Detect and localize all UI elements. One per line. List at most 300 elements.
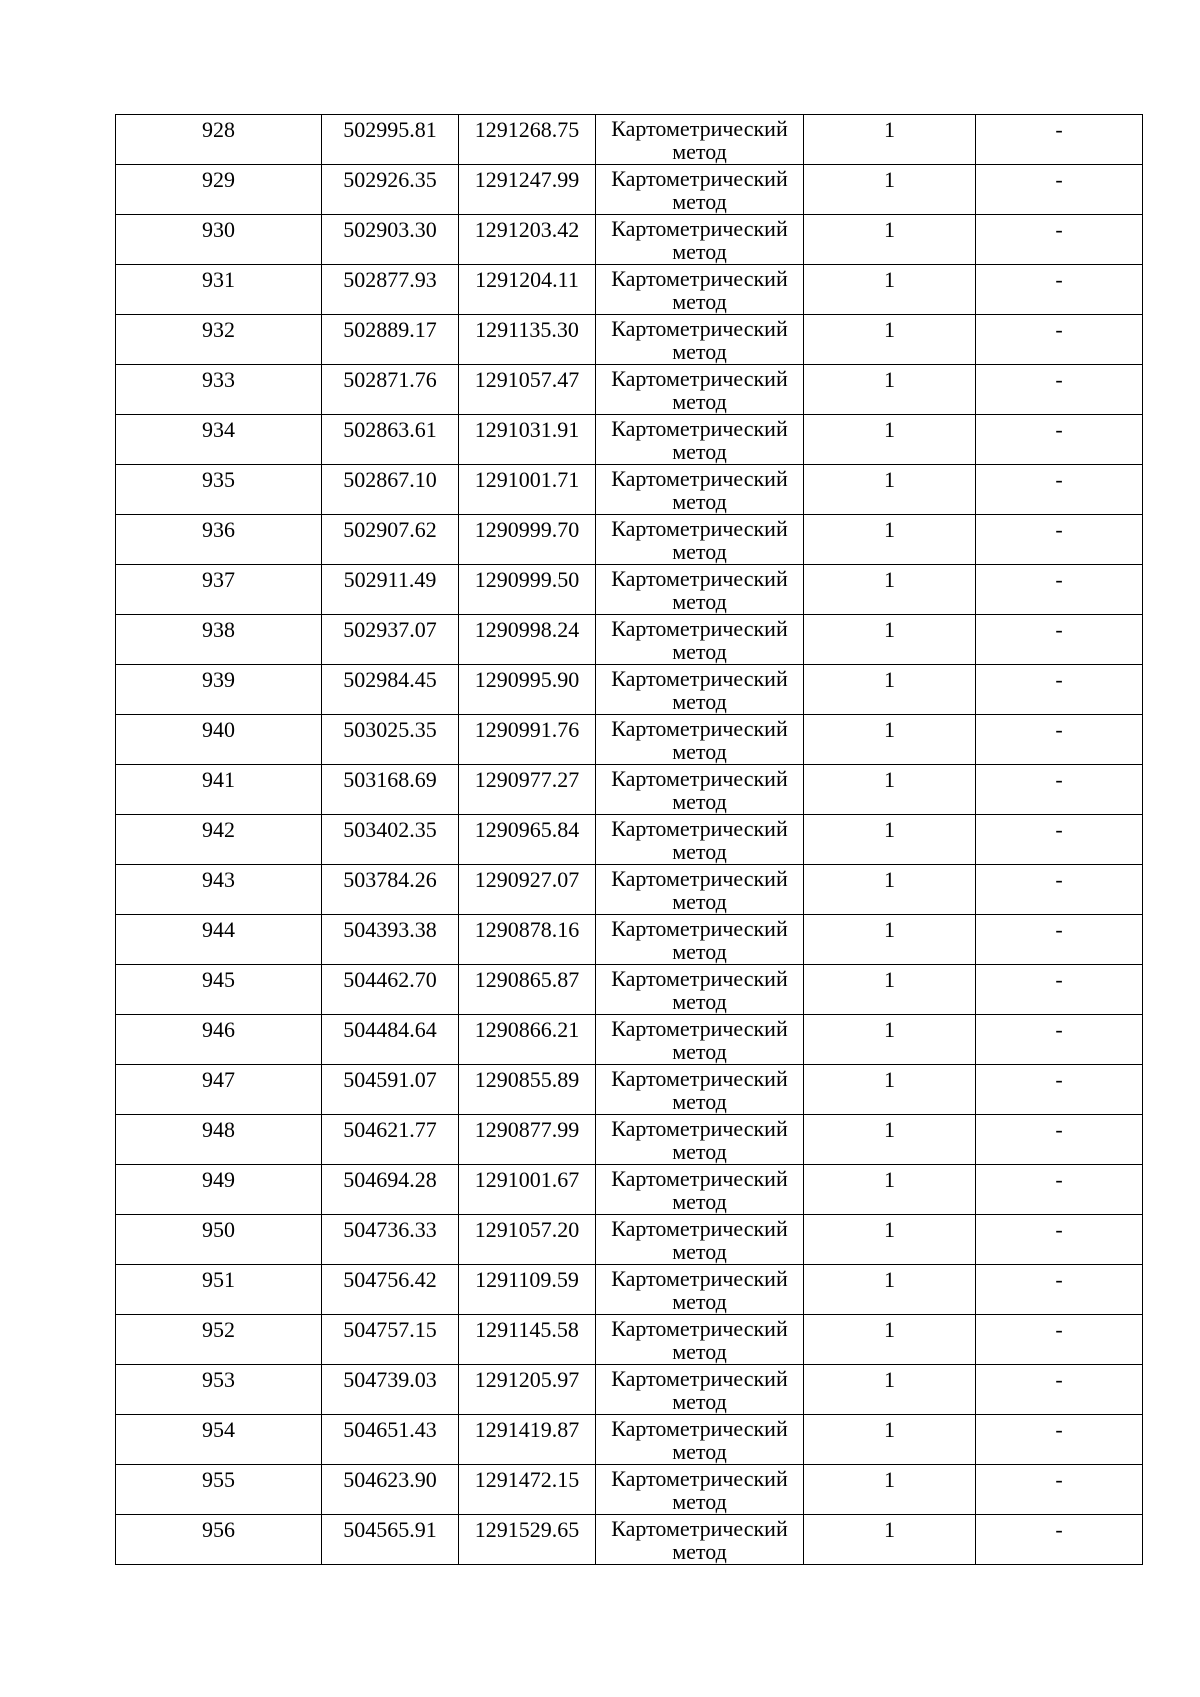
note-cell-text: - xyxy=(1055,1167,1063,1192)
x-coordinate-cell-text: 502995.81 xyxy=(343,117,437,142)
y-coordinate-cell-text: 1290866.21 xyxy=(474,1017,580,1042)
note-cell xyxy=(976,115,1143,165)
table-row xyxy=(116,465,1143,515)
y-coordinate-cell xyxy=(459,1215,596,1265)
accuracy-cell-text: 1 xyxy=(884,767,895,792)
y-coordinate-cell-text: 1290977.27 xyxy=(474,767,580,792)
note-cell xyxy=(976,1315,1143,1365)
method-cell xyxy=(596,965,804,1015)
note-cell xyxy=(976,965,1143,1015)
point-number-cell-text: 943 xyxy=(202,867,235,892)
accuracy-cell-text: 1 xyxy=(884,317,895,342)
method-cell xyxy=(596,365,804,415)
y-coordinate-cell xyxy=(459,715,596,765)
point-number-cell xyxy=(116,115,322,165)
table-row xyxy=(116,115,1143,165)
note-cell-text: - xyxy=(1055,1317,1063,1342)
point-number-cell-text: 949 xyxy=(202,1167,235,1192)
accuracy-cell-text: 1 xyxy=(884,1017,895,1042)
y-coordinate-cell xyxy=(459,565,596,615)
method-cell-text: Картометрический метод xyxy=(611,766,788,814)
x-coordinate-cell-text: 504565.91 xyxy=(343,1517,437,1542)
y-coordinate-cell-text: 1290878.16 xyxy=(474,917,580,942)
y-coordinate-cell xyxy=(459,1065,596,1115)
note-cell xyxy=(976,1015,1143,1065)
x-coordinate-cell-text: 504484.64 xyxy=(343,1017,437,1042)
note-cell-text: - xyxy=(1055,217,1063,242)
x-coordinate-cell-text: 504621.77 xyxy=(343,1117,437,1142)
method-cell xyxy=(596,1215,804,1265)
table-row xyxy=(116,765,1143,815)
table-row xyxy=(116,1165,1143,1215)
accuracy-cell xyxy=(804,365,976,415)
note-cell-text: - xyxy=(1055,867,1063,892)
y-coordinate-cell-text: 1290965.84 xyxy=(474,817,580,842)
y-coordinate-cell xyxy=(459,915,596,965)
accuracy-cell xyxy=(804,1215,976,1265)
accuracy-cell-text: 1 xyxy=(884,1067,895,1092)
note-cell-text: - xyxy=(1055,1417,1063,1442)
method-cell-text: Картометрический метод xyxy=(611,666,788,714)
accuracy-cell xyxy=(804,765,976,815)
method-cell-text: Картометрический метод xyxy=(611,1166,788,1214)
table-row xyxy=(116,1465,1143,1515)
accuracy-cell xyxy=(804,1165,976,1215)
point-number-cell xyxy=(116,865,322,915)
note-cell-text: - xyxy=(1055,167,1063,192)
x-coordinate-cell xyxy=(322,115,459,165)
point-number-cell xyxy=(116,465,322,515)
point-number-cell xyxy=(116,415,322,465)
accuracy-cell xyxy=(804,215,976,265)
point-number-cell-text: 934 xyxy=(202,417,235,442)
y-coordinate-cell xyxy=(459,1515,596,1565)
accuracy-cell xyxy=(804,815,976,865)
accuracy-cell-text: 1 xyxy=(884,867,895,892)
x-coordinate-cell-text: 504591.07 xyxy=(343,1067,437,1092)
y-coordinate-cell-text: 1291205.97 xyxy=(474,1367,580,1392)
point-number-cell-text: 948 xyxy=(202,1117,235,1142)
note-cell xyxy=(976,1415,1143,1465)
x-coordinate-cell-text: 503025.35 xyxy=(343,717,437,742)
note-cell xyxy=(976,865,1143,915)
y-coordinate-cell-text: 1290995.90 xyxy=(474,667,580,692)
y-coordinate-cell xyxy=(459,315,596,365)
point-number-cell xyxy=(116,565,322,615)
note-cell-text: - xyxy=(1055,767,1063,792)
method-cell-text: Картометрический метод xyxy=(611,616,788,664)
y-coordinate-cell xyxy=(459,1465,596,1515)
point-number-cell-text: 945 xyxy=(202,967,235,992)
y-coordinate-cell xyxy=(459,765,596,815)
y-coordinate-cell xyxy=(459,1115,596,1165)
x-coordinate-cell xyxy=(322,1365,459,1415)
note-cell-text: - xyxy=(1055,417,1063,442)
point-number-cell-text: 933 xyxy=(202,367,235,392)
point-number-cell-text: 935 xyxy=(202,467,235,492)
method-cell xyxy=(596,1515,804,1565)
x-coordinate-cell xyxy=(322,215,459,265)
x-coordinate-cell xyxy=(322,365,459,415)
note-cell xyxy=(976,1265,1143,1315)
accuracy-cell xyxy=(804,465,976,515)
y-coordinate-cell xyxy=(459,1015,596,1065)
x-coordinate-cell xyxy=(322,1115,459,1165)
accuracy-cell xyxy=(804,1415,976,1465)
x-coordinate-cell-text: 503402.35 xyxy=(343,817,437,842)
x-coordinate-cell xyxy=(322,615,459,665)
point-number-cell xyxy=(116,1365,322,1415)
y-coordinate-cell-text: 1291057.20 xyxy=(474,1217,580,1242)
point-number-cell-text: 954 xyxy=(202,1417,235,1442)
method-cell-text: Картометрический метод xyxy=(611,1416,788,1464)
method-cell xyxy=(596,1415,804,1465)
x-coordinate-cell-text: 504623.90 xyxy=(343,1467,437,1492)
coordinates-table xyxy=(115,114,1143,1565)
method-cell xyxy=(596,915,804,965)
method-cell xyxy=(596,315,804,365)
y-coordinate-cell xyxy=(459,615,596,665)
table-row xyxy=(116,865,1143,915)
x-coordinate-cell xyxy=(322,915,459,965)
method-cell-text: Картометрический метод xyxy=(611,366,788,414)
x-coordinate-cell xyxy=(322,265,459,315)
y-coordinate-cell-text: 1290999.70 xyxy=(474,517,580,542)
point-number-cell-text: 931 xyxy=(202,267,235,292)
note-cell-text: - xyxy=(1055,567,1063,592)
method-cell-text: Картометрический метод xyxy=(611,716,788,764)
point-number-cell-text: 937 xyxy=(202,567,235,592)
accuracy-cell xyxy=(804,165,976,215)
accuracy-cell xyxy=(804,865,976,915)
y-coordinate-cell-text: 1291109.59 xyxy=(475,1267,579,1292)
point-number-cell xyxy=(116,1015,322,1065)
point-number-cell-text: 950 xyxy=(202,1217,235,1242)
table-row xyxy=(116,1415,1143,1465)
method-cell xyxy=(596,1265,804,1315)
point-number-cell-text: 951 xyxy=(202,1267,235,1292)
y-coordinate-cell xyxy=(459,215,596,265)
point-number-cell-text: 930 xyxy=(202,217,235,242)
table-row xyxy=(116,665,1143,715)
y-coordinate-cell-text: 1291529.65 xyxy=(474,1517,580,1542)
accuracy-cell-text: 1 xyxy=(884,1517,895,1542)
accuracy-cell-text: 1 xyxy=(884,567,895,592)
x-coordinate-cell xyxy=(322,515,459,565)
point-number-cell xyxy=(116,515,322,565)
note-cell xyxy=(976,215,1143,265)
note-cell xyxy=(976,165,1143,215)
point-number-cell xyxy=(116,815,322,865)
y-coordinate-cell xyxy=(459,1365,596,1415)
note-cell-text: - xyxy=(1055,317,1063,342)
accuracy-cell xyxy=(804,715,976,765)
table-row xyxy=(116,165,1143,215)
x-coordinate-cell-text: 502863.61 xyxy=(343,417,437,442)
accuracy-cell xyxy=(804,315,976,365)
y-coordinate-cell-text: 1291204.11 xyxy=(475,267,579,292)
point-number-cell-text: 956 xyxy=(202,1517,235,1542)
point-number-cell xyxy=(116,1465,322,1515)
point-number-cell xyxy=(116,1265,322,1315)
y-coordinate-cell xyxy=(459,1165,596,1215)
accuracy-cell xyxy=(804,515,976,565)
table-row xyxy=(116,965,1143,1015)
y-coordinate-cell-text: 1291247.99 xyxy=(474,167,580,192)
y-coordinate-cell xyxy=(459,665,596,715)
accuracy-cell-text: 1 xyxy=(884,217,895,242)
y-coordinate-cell-text: 1291001.71 xyxy=(474,467,580,492)
point-number-cell xyxy=(116,915,322,965)
note-cell xyxy=(976,665,1143,715)
method-cell-text: Картометрический метод xyxy=(611,1466,788,1514)
x-coordinate-cell xyxy=(322,1215,459,1265)
x-coordinate-cell xyxy=(322,1415,459,1465)
note-cell-text: - xyxy=(1055,1067,1063,1092)
method-cell xyxy=(596,665,804,715)
accuracy-cell-text: 1 xyxy=(884,1367,895,1392)
y-coordinate-cell-text: 1290865.87 xyxy=(474,967,580,992)
accuracy-cell xyxy=(804,1015,976,1065)
y-coordinate-cell xyxy=(459,515,596,565)
table-row xyxy=(116,315,1143,365)
method-cell xyxy=(596,1365,804,1415)
accuracy-cell-text: 1 xyxy=(884,417,895,442)
y-coordinate-cell xyxy=(459,865,596,915)
method-cell xyxy=(596,1015,804,1065)
point-number-cell-text: 929 xyxy=(202,167,235,192)
accuracy-cell xyxy=(804,115,976,165)
table-row xyxy=(116,515,1143,565)
note-cell xyxy=(976,1365,1143,1415)
y-coordinate-cell xyxy=(459,165,596,215)
x-coordinate-cell-text: 502937.07 xyxy=(343,617,437,642)
table-row xyxy=(116,265,1143,315)
coordinates-table-body xyxy=(116,115,1143,1565)
y-coordinate-cell-text: 1291057.47 xyxy=(474,367,580,392)
y-coordinate-cell xyxy=(459,415,596,465)
x-coordinate-cell xyxy=(322,815,459,865)
y-coordinate-cell xyxy=(459,815,596,865)
method-cell-text: Картометрический метод xyxy=(611,1016,788,1064)
method-cell xyxy=(596,1315,804,1365)
method-cell xyxy=(596,515,804,565)
note-cell-text: - xyxy=(1055,1017,1063,1042)
point-number-cell-text: 955 xyxy=(202,1467,235,1492)
x-coordinate-cell xyxy=(322,715,459,765)
method-cell-text: Картометрический метод xyxy=(611,566,788,614)
y-coordinate-cell-text: 1290927.07 xyxy=(474,867,580,892)
y-coordinate-cell-text: 1291203.42 xyxy=(474,217,580,242)
note-cell-text: - xyxy=(1055,517,1063,542)
accuracy-cell-text: 1 xyxy=(884,117,895,142)
accuracy-cell xyxy=(804,1315,976,1365)
note-cell-text: - xyxy=(1055,267,1063,292)
x-coordinate-cell xyxy=(322,1065,459,1115)
accuracy-cell-text: 1 xyxy=(884,167,895,192)
y-coordinate-cell-text: 1290991.76 xyxy=(474,717,580,742)
point-number-cell-text: 928 xyxy=(202,117,235,142)
method-cell xyxy=(596,1465,804,1515)
note-cell xyxy=(976,1065,1143,1115)
table-row xyxy=(116,415,1143,465)
method-cell-text: Картометрический метод xyxy=(611,466,788,514)
accuracy-cell-text: 1 xyxy=(884,967,895,992)
method-cell xyxy=(596,1165,804,1215)
point-number-cell xyxy=(116,315,322,365)
y-coordinate-cell xyxy=(459,1265,596,1315)
note-cell-text: - xyxy=(1055,817,1063,842)
note-cell xyxy=(976,415,1143,465)
accuracy-cell xyxy=(804,1265,976,1315)
method-cell-text: Картометрический метод xyxy=(611,1516,788,1564)
accuracy-cell-text: 1 xyxy=(884,1467,895,1492)
method-cell-text: Картометрический метод xyxy=(611,266,788,314)
note-cell xyxy=(976,815,1143,865)
table-row xyxy=(116,1365,1143,1415)
x-coordinate-cell xyxy=(322,765,459,815)
note-cell xyxy=(976,715,1143,765)
x-coordinate-cell-text: 502907.62 xyxy=(343,517,437,542)
y-coordinate-cell-text: 1291031.91 xyxy=(474,417,580,442)
x-coordinate-cell-text: 504739.03 xyxy=(343,1367,437,1392)
x-coordinate-cell-text: 502871.76 xyxy=(343,367,437,392)
method-cell-text: Картометрический метод xyxy=(611,116,788,164)
method-cell xyxy=(596,865,804,915)
accuracy-cell-text: 1 xyxy=(884,817,895,842)
method-cell xyxy=(596,215,804,265)
x-coordinate-cell-text: 504651.43 xyxy=(343,1417,437,1442)
accuracy-cell xyxy=(804,915,976,965)
point-number-cell xyxy=(116,715,322,765)
x-coordinate-cell-text: 504736.33 xyxy=(343,1217,437,1242)
x-coordinate-cell xyxy=(322,1015,459,1065)
x-coordinate-cell-text: 504393.38 xyxy=(343,917,437,942)
point-number-cell xyxy=(116,215,322,265)
note-cell xyxy=(976,365,1143,415)
note-cell-text: - xyxy=(1055,117,1063,142)
note-cell-text: - xyxy=(1055,1517,1063,1542)
table-row xyxy=(116,915,1143,965)
x-coordinate-cell xyxy=(322,1465,459,1515)
point-number-cell-text: 942 xyxy=(202,817,235,842)
y-coordinate-cell xyxy=(459,1415,596,1465)
note-cell-text: - xyxy=(1055,917,1063,942)
accuracy-cell-text: 1 xyxy=(884,1117,895,1142)
y-coordinate-cell-text: 1291001.67 xyxy=(474,1167,580,1192)
accuracy-cell xyxy=(804,415,976,465)
x-coordinate-cell-text: 502911.49 xyxy=(343,567,437,592)
note-cell-text: - xyxy=(1055,1367,1063,1392)
accuracy-cell-text: 1 xyxy=(884,917,895,942)
method-cell-text: Картометрический метод xyxy=(611,1266,788,1314)
accuracy-cell-text: 1 xyxy=(884,1317,895,1342)
table-row xyxy=(116,1065,1143,1115)
note-cell xyxy=(976,765,1143,815)
note-cell xyxy=(976,1165,1143,1215)
point-number-cell-text: 952 xyxy=(202,1317,235,1342)
table-row xyxy=(116,1115,1143,1165)
x-coordinate-cell-text: 504462.70 xyxy=(343,967,437,992)
note-cell xyxy=(976,615,1143,665)
x-coordinate-cell-text: 502867.10 xyxy=(343,467,437,492)
point-number-cell xyxy=(116,615,322,665)
method-cell-text: Картометрический метод xyxy=(611,416,788,464)
x-coordinate-cell-text: 502903.30 xyxy=(343,217,437,242)
point-number-cell xyxy=(116,1215,322,1265)
note-cell-text: - xyxy=(1055,367,1063,392)
point-number-cell xyxy=(116,265,322,315)
table-row xyxy=(116,215,1143,265)
point-number-cell xyxy=(116,1165,322,1215)
y-coordinate-cell-text: 1291472.15 xyxy=(474,1467,580,1492)
accuracy-cell xyxy=(804,1465,976,1515)
table-row xyxy=(116,1015,1143,1065)
accuracy-cell xyxy=(804,265,976,315)
table-row xyxy=(116,1215,1143,1265)
note-cell xyxy=(976,1515,1143,1565)
point-number-cell xyxy=(116,765,322,815)
y-coordinate-cell-text: 1290855.89 xyxy=(474,1067,580,1092)
x-coordinate-cell xyxy=(322,665,459,715)
x-coordinate-cell-text: 502926.35 xyxy=(343,167,437,192)
point-number-cell-text: 944 xyxy=(202,917,235,942)
table-row xyxy=(116,365,1143,415)
y-coordinate-cell-text: 1290877.99 xyxy=(474,1117,580,1142)
note-cell-text: - xyxy=(1055,467,1063,492)
point-number-cell-text: 940 xyxy=(202,717,235,742)
point-number-cell-text: 939 xyxy=(202,667,235,692)
y-coordinate-cell xyxy=(459,465,596,515)
accuracy-cell-text: 1 xyxy=(884,467,895,492)
note-cell xyxy=(976,1115,1143,1165)
accuracy-cell xyxy=(804,565,976,615)
note-cell xyxy=(976,465,1143,515)
accuracy-cell-text: 1 xyxy=(884,1267,895,1292)
table-row xyxy=(116,1315,1143,1365)
point-number-cell-text: 932 xyxy=(202,317,235,342)
accuracy-cell xyxy=(804,1115,976,1165)
note-cell xyxy=(976,565,1143,615)
x-coordinate-cell xyxy=(322,465,459,515)
y-coordinate-cell-text: 1291145.58 xyxy=(475,1317,579,1342)
method-cell-text: Картометрический метод xyxy=(611,166,788,214)
y-coordinate-cell xyxy=(459,365,596,415)
note-cell-text: - xyxy=(1055,967,1063,992)
x-coordinate-cell xyxy=(322,165,459,215)
y-coordinate-cell-text: 1291419.87 xyxy=(474,1417,580,1442)
method-cell xyxy=(596,815,804,865)
table-row xyxy=(116,1515,1143,1565)
table-row xyxy=(116,715,1143,765)
x-coordinate-cell-text: 502889.17 xyxy=(343,317,437,342)
method-cell xyxy=(596,415,804,465)
accuracy-cell-text: 1 xyxy=(884,1167,895,1192)
note-cell-text: - xyxy=(1055,1267,1063,1292)
note-cell-text: - xyxy=(1055,1117,1063,1142)
method-cell-text: Картометрический метод xyxy=(611,516,788,564)
x-coordinate-cell xyxy=(322,315,459,365)
x-coordinate-cell-text: 502877.93 xyxy=(343,267,437,292)
method-cell xyxy=(596,115,804,165)
point-number-cell xyxy=(116,1415,322,1465)
point-number-cell-text: 938 xyxy=(202,617,235,642)
y-coordinate-cell-text: 1291268.75 xyxy=(474,117,580,142)
note-cell xyxy=(976,265,1143,315)
method-cell xyxy=(596,1115,804,1165)
method-cell xyxy=(596,265,804,315)
y-coordinate-cell-text: 1291135.30 xyxy=(475,317,579,342)
